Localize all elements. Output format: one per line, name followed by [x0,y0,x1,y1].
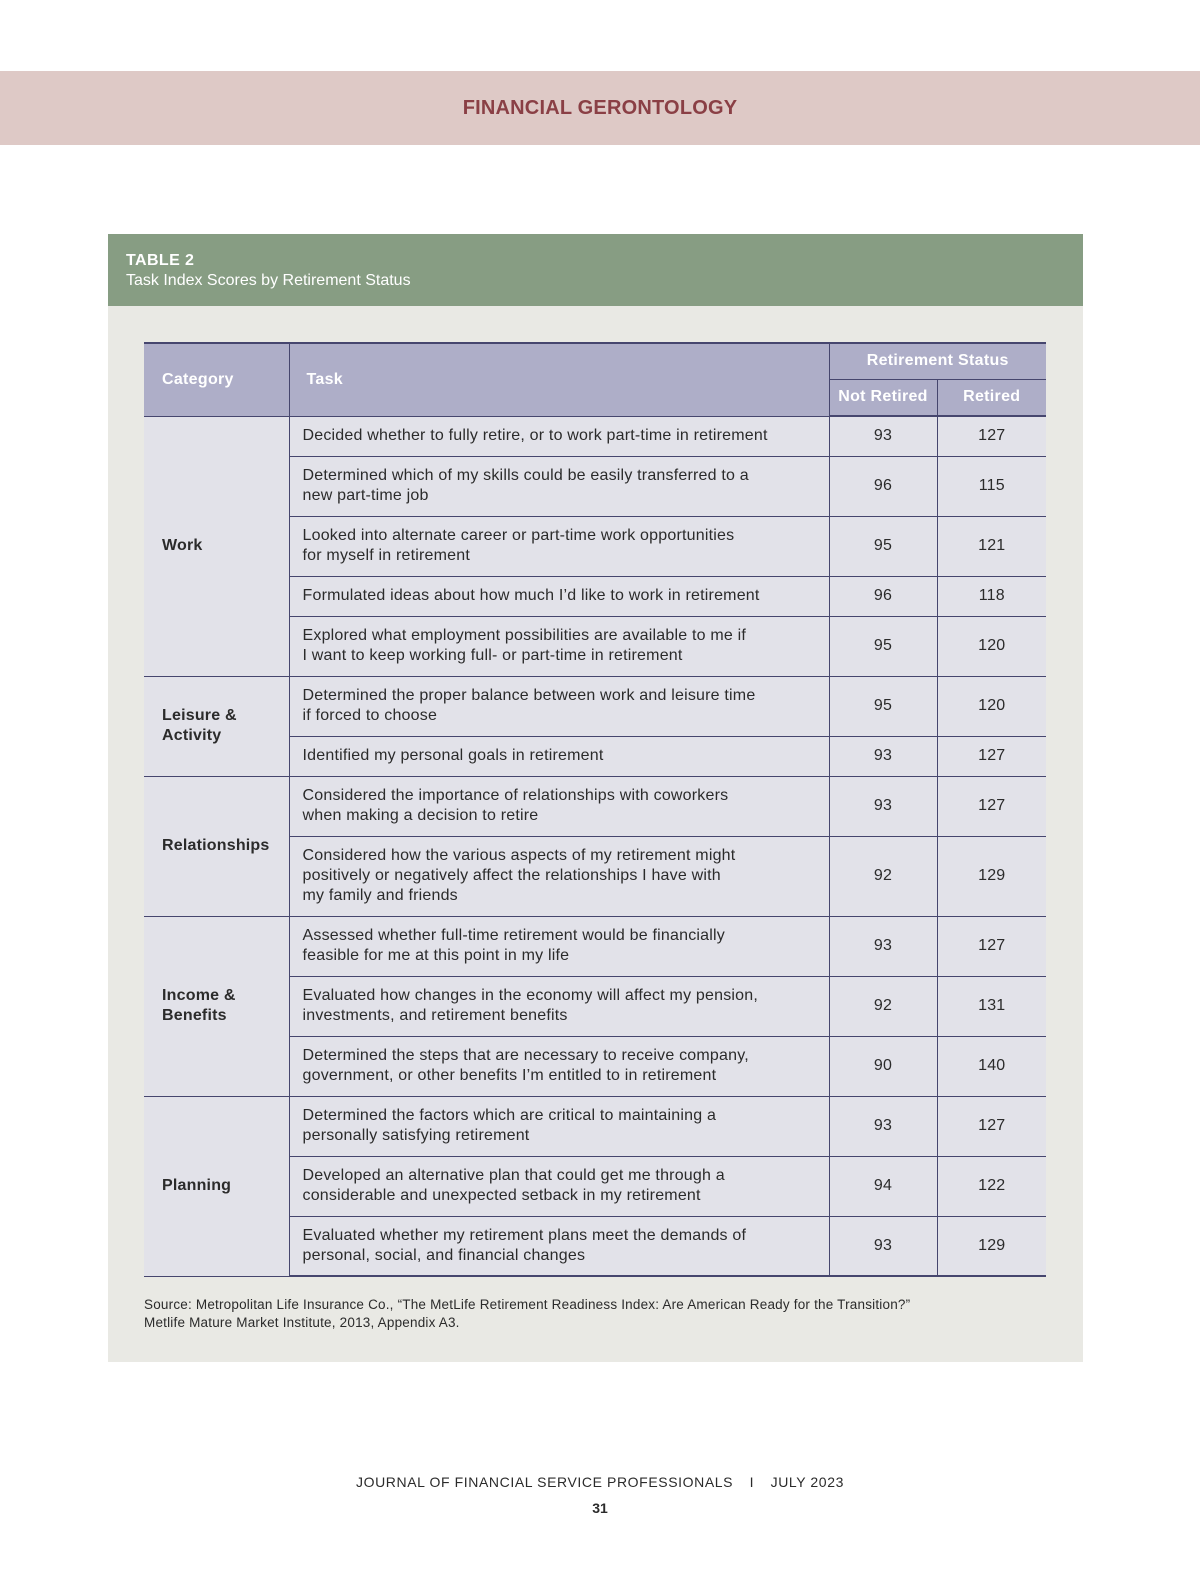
category-label: Relationships [162,837,270,854]
category-label: Benefits [162,1007,227,1024]
retired-score: 127 [937,416,1046,456]
task-cell [289,916,829,976]
task-cell [289,1096,829,1156]
category-cell [144,1096,289,1276]
not-retired-score: 93 [829,776,937,836]
task-cell [289,616,829,676]
task-cell [289,576,829,616]
category-label: Leisure & [162,707,237,724]
source-note [144,1296,1044,1332]
not-retired-score: 93 [829,1216,937,1276]
retired-score: 115 [937,456,1046,516]
not-retired-score: 90 [829,1036,937,1096]
table-number: TABLE 2 [126,252,195,269]
not-retired-score: 92 [829,836,937,916]
task-index-table [144,342,1046,1277]
task-text: Formulated ideas about how much I’d like to work in retirement [302,587,760,604]
table-row [144,916,1046,976]
task-cell [289,776,829,836]
category-cell [144,776,289,916]
category-label: Activity [162,727,222,744]
issue-date: JULY 2023 [770,1474,844,1490]
not-retired-score: 95 [829,516,937,576]
task-text: if forced to choose [302,707,438,724]
not-retired-score: 93 [829,916,937,976]
task-cell [289,1036,829,1096]
task-text: when making a decision to retire [302,807,539,824]
retired-score: 140 [937,1036,1046,1096]
not-retired-score: 96 [829,576,937,616]
retired-score: 129 [937,836,1046,916]
not-retired-score: 94 [829,1156,937,1216]
task-cell [289,836,829,916]
retired-score: 129 [937,1216,1046,1276]
retired-score: 127 [937,776,1046,836]
task-cell [289,456,829,516]
section-header-band [0,71,1200,145]
task-text: Looked into alternate career or part-time work opportunities [302,527,735,544]
footer-separator: I [749,1474,755,1490]
source-line: Source: Metropolitan Life Insurance Co., “The MetLife Retirement Readiness Index: Are American Ready for the Transition?” [144,1297,911,1312]
not-retired-score: 93 [829,1096,937,1156]
category-label: Income & [162,987,236,1004]
retired-score: 118 [937,576,1046,616]
task-text: new part-time job [302,487,429,504]
task-cell [289,976,829,1036]
footer-journal [0,1474,1200,1490]
task-text: Considered the importance of relationships with coworkers [302,787,729,804]
task-cell [289,416,829,456]
task-text: government, or other benefits I’m entitled to in retirement [302,1067,717,1084]
task-text: Evaluated whether my retirement plans meet the demands of [302,1226,747,1244]
header-not-retired: Not Retired [829,379,937,416]
retired-score: 127 [937,916,1046,976]
task-text: feasible for me at this point in my life [302,947,570,964]
retired-score: 131 [937,976,1046,1036]
header-category: Category [144,343,289,416]
retired-score: 127 [937,736,1046,776]
task-text: Explored what employment possibilities are available to me if [302,627,747,644]
table-panel [108,234,1083,1362]
retired-score: 121 [937,516,1046,576]
table-title-bar [108,234,1083,306]
not-retired-score: 95 [829,616,937,676]
source-line: Metlife Mature Market Institute, 2013, Appendix A3. [144,1315,460,1330]
task-text: Developed an alternative plan that could get me through a [302,1167,725,1184]
not-retired-score: 95 [829,676,937,736]
task-cell [289,736,829,776]
task-text: for myself in retirement [302,547,471,564]
retired-score: 122 [937,1156,1046,1216]
retired-score: 120 [937,616,1046,676]
task-text: Decided whether to fully retire, or to work part-time in retirement [302,427,768,444]
task-text: Determined which of my skills could be easily transferred to a [302,467,749,484]
task-cell [289,1156,829,1216]
task-text: personal, social, and financial changes [302,1246,586,1264]
task-cell [289,1216,829,1276]
category-cell [144,676,289,776]
not-retired-score: 93 [829,736,937,776]
task-cell [289,676,829,736]
task-text: positively or negatively affect the relationships I have with [302,867,721,884]
table-header-row [144,343,1046,379]
task-cell [289,516,829,576]
not-retired-score: 93 [829,416,937,456]
category-cell [144,416,289,676]
table-caption: Task Index Scores by Retirement Status [126,272,411,289]
task-text: Assessed whether full-time retirement would be financially [302,927,725,944]
not-retired-score: 92 [829,976,937,1036]
task-text: Considered how the various aspects of my retirement might [302,847,736,864]
journal-name: JOURNAL OF FINANCIAL SERVICE PROFESSIONALS [356,1474,734,1490]
task-text: investments, and retirement benefits [302,1007,568,1024]
table-row [144,416,1046,456]
table-row [144,776,1046,836]
task-text: Determined the steps that are necessary to receive company, [302,1047,749,1064]
category-label: Work [162,537,203,554]
table-body [144,416,1046,1276]
task-text: considerable and unexpected setback in my retirement [302,1187,701,1204]
header-retired: Retired [937,379,1046,416]
task-text: my family and friends [302,887,458,904]
category-label: Planning [162,1177,232,1194]
section-title: FINANCIAL GERONTOLOGY [462,96,738,119]
category-cell [144,916,289,1096]
table-row [144,676,1046,736]
task-text: personally satisfying retirement [302,1127,530,1144]
task-text: Identified my personal goals in retirement [302,747,604,764]
header-retirement-status: Retirement Status [829,343,1046,379]
task-text: I want to keep working full- or part-time in retirement [302,647,683,664]
task-text: Determined the proper balance between work and leisure time [302,687,756,704]
not-retired-score: 96 [829,456,937,516]
task-text: Determined the factors which are critical to maintaining a [302,1107,717,1124]
retired-score: 120 [937,676,1046,736]
task-text: Evaluated how changes in the economy will affect my pension, [302,987,759,1004]
header-task: Task [289,343,829,416]
page-number: 31 [592,1500,608,1516]
table-row [144,1096,1046,1156]
retired-score: 127 [937,1096,1046,1156]
